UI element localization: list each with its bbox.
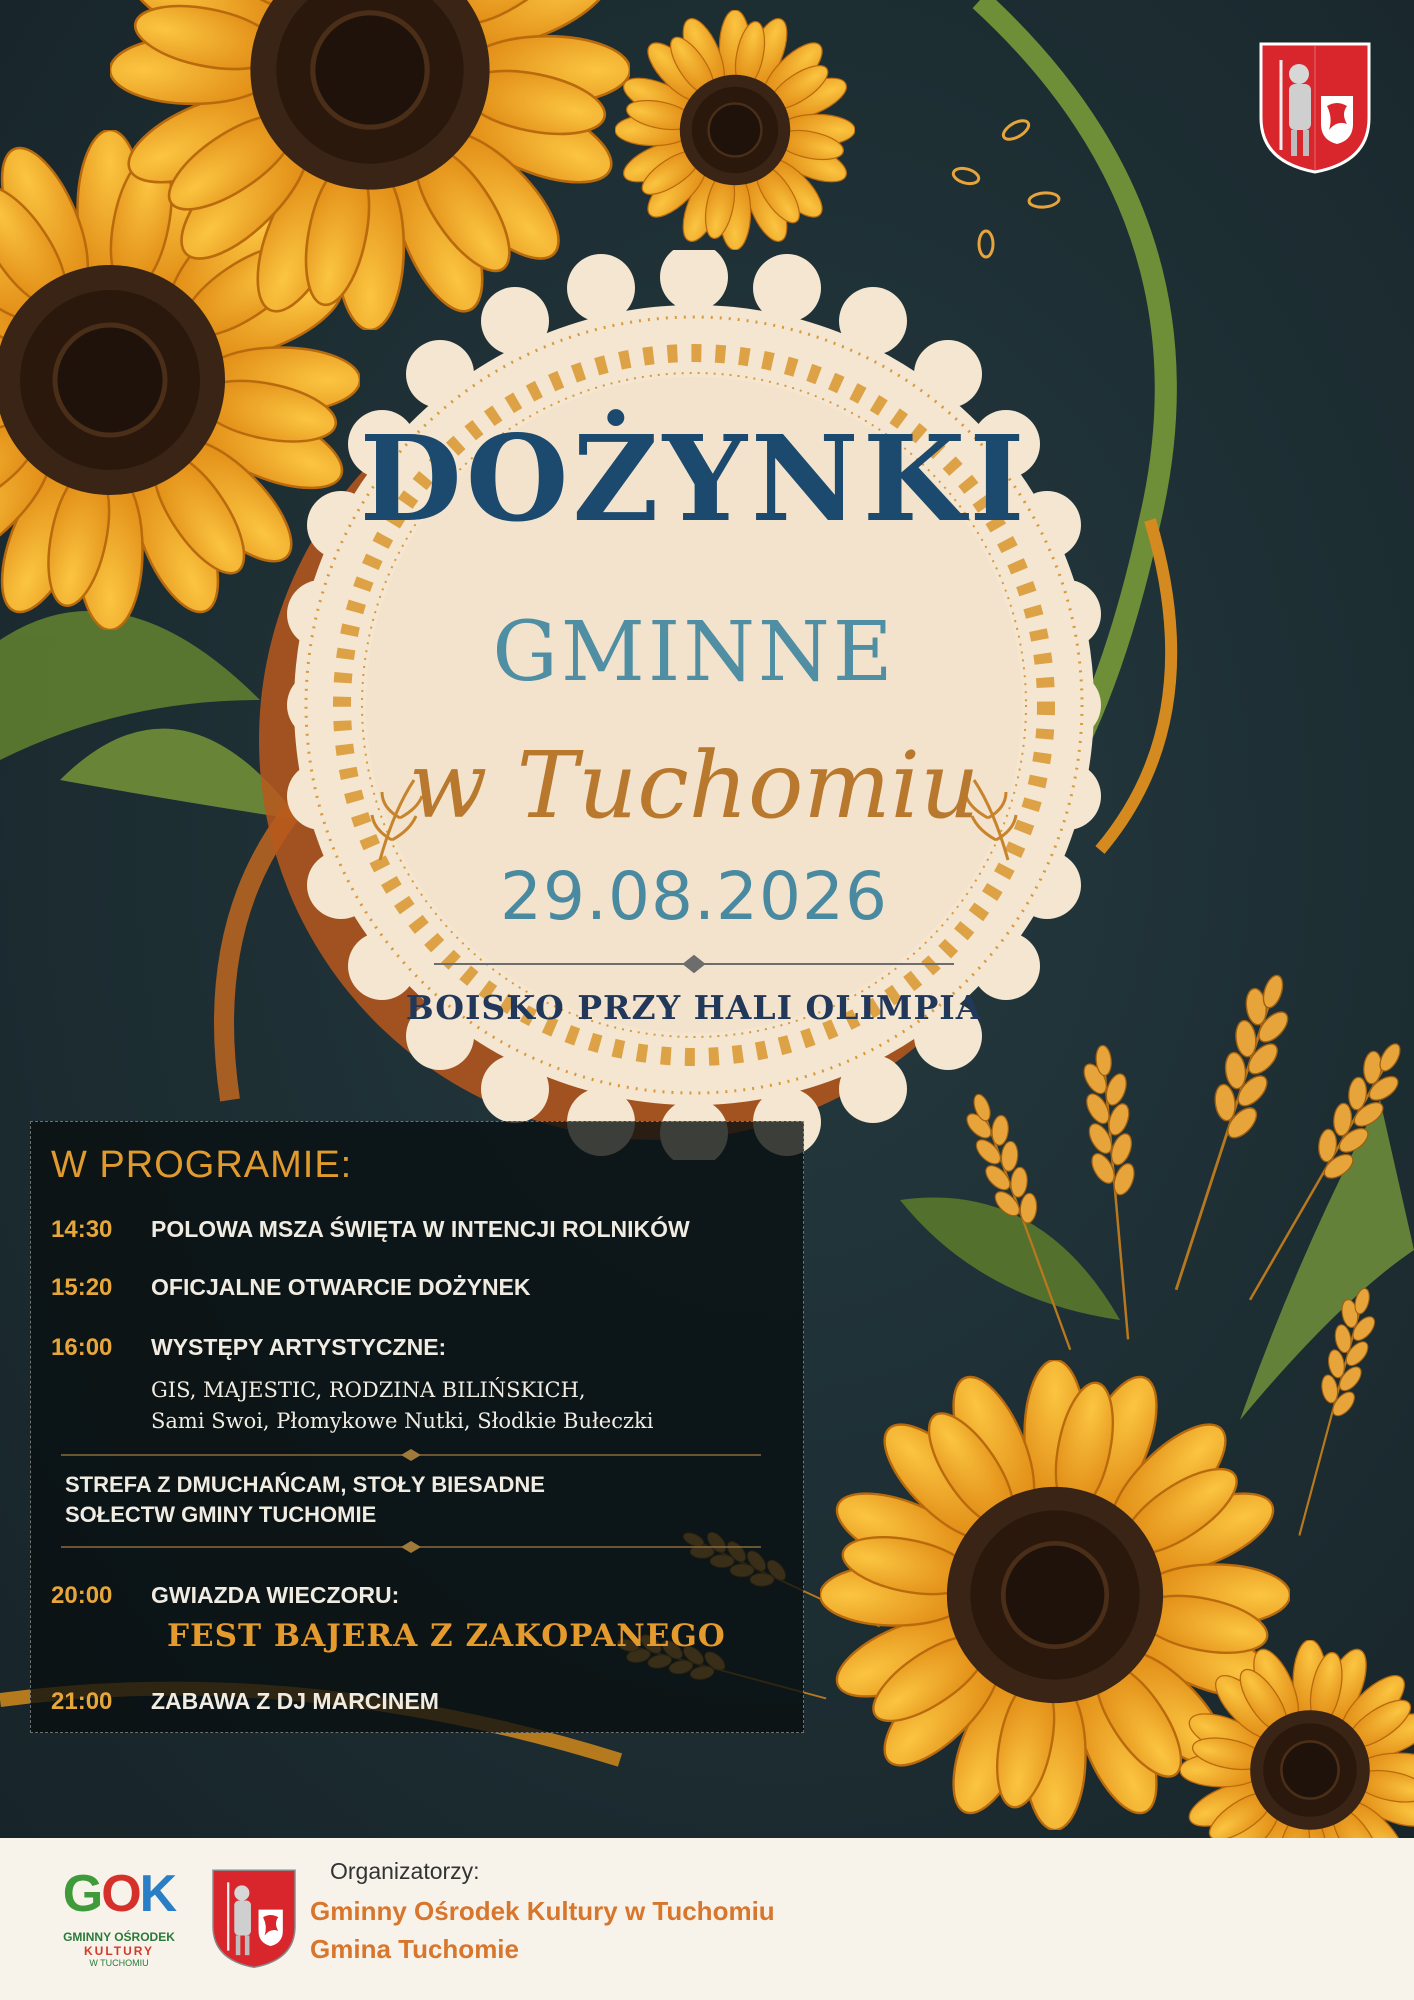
zone-info-line: SOŁECTW GMINY TUCHOMIE xyxy=(65,1502,377,1527)
organizer-name: Gminny Ośrodek Kultury w Tuchomiu xyxy=(310,1896,775,1926)
gok-letter-o: O xyxy=(101,1865,140,1923)
event-subtitle: GMINNE xyxy=(492,605,896,700)
program-label: ZABAWA Z DJ MARCINEM xyxy=(151,1688,439,1714)
event-location-script: w Tuchomiu xyxy=(408,732,980,839)
program-time: 16:00 xyxy=(51,1334,113,1361)
program-time: 15:20 xyxy=(51,1274,113,1301)
coat-of-arms-icon xyxy=(210,1866,298,1970)
gok-logo-line: KULTURY xyxy=(84,1944,154,1958)
program-label: GWIAZDA WIECZORU: xyxy=(151,1582,400,1608)
organizers-label: Organizatorzy: xyxy=(330,1858,480,1884)
program-time: 21:00 xyxy=(51,1688,113,1715)
organizer-name: Gmina Tuchomie xyxy=(310,1934,519,1964)
coat-of-arms-icon xyxy=(1257,40,1373,174)
performers-line: GIS, MAJESTIC, RODZINA BILIŃSKICH, xyxy=(151,1378,586,1402)
sunflower-icon xyxy=(615,10,855,250)
gok-letter-g: G xyxy=(62,1865,102,1923)
program-time: 20:00 xyxy=(51,1582,113,1609)
program-time: 14:30 xyxy=(51,1216,113,1243)
headliner: FEST BAJERA Z ZAKOPANEGO xyxy=(167,1618,726,1654)
event-venue: BOISKO PRZY HALI OLIMPIA xyxy=(405,988,983,1027)
program-label: OFICJALNE OTWARCIE DOŻYNEK xyxy=(151,1274,531,1300)
gok-letter-k: K xyxy=(139,1865,176,1923)
program-label: POLOWA MSZA ŚWIĘTA W INTENCJI ROLNIKÓW xyxy=(151,1216,690,1242)
gok-logo-letters xyxy=(48,1864,190,1924)
program-panel xyxy=(30,1121,804,1733)
program-label: WYSTĘPY ARTYSTYCZNE: xyxy=(151,1334,447,1360)
divider-ornament xyxy=(61,1448,761,1462)
footer xyxy=(0,1838,1414,2000)
zone-info-line: STREFA Z DMUCHAŃCAM, STOŁY BIESADNE xyxy=(65,1472,545,1497)
gok-logo-line: GMINNY OŚRODEK xyxy=(63,1930,175,1944)
event-title: DOŻYNKI xyxy=(359,409,1029,548)
performers-line: Sami Swoi, Płomykowe Nutki, Słodkie Bułeczki xyxy=(151,1409,654,1433)
seeds xyxy=(952,117,1060,257)
event-date: 29.08.2026 xyxy=(500,858,888,935)
divider-ornament xyxy=(61,1540,761,1554)
gok-logo-icon xyxy=(48,1864,190,1974)
wheat-icon xyxy=(1150,967,1305,1298)
program-heading: W PROGRAMIE: xyxy=(51,1144,353,1186)
gok-logo-line: W TUCHOMIU xyxy=(89,1958,149,1968)
